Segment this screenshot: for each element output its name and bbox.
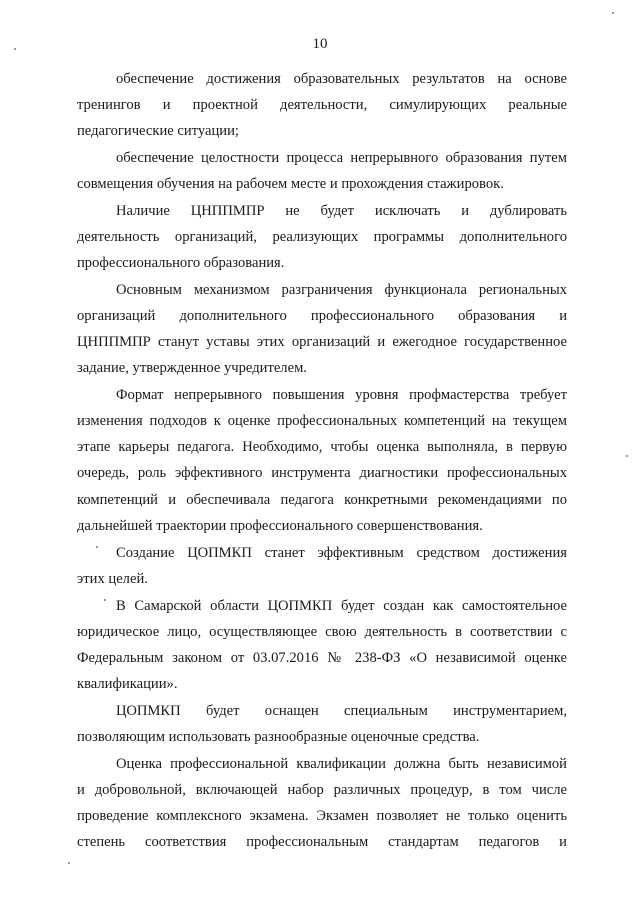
scan-speck: [96, 546, 98, 548]
text-line: степень соответствия профессиональным стандартам педагогов и: [77, 834, 567, 850]
text-line: этапе карьеры педагога. Необходимо, чтобы оценка выполняла, в первую: [77, 439, 567, 455]
text-line: изменения подходов к оценке профессиональных компетенций на текущем: [77, 413, 567, 429]
text-line: В Самарской области ЦОПМКП будет создан как самостоятельное: [116, 598, 567, 614]
text-line: педагогические ситуации;: [77, 123, 239, 139]
text-line: позволяющим использовать разнообразные оценочные средства.: [77, 729, 480, 745]
scan-speck: [68, 862, 70, 864]
scan-speck: [14, 48, 16, 50]
text-line: проведение комплексного экзамена. Экзамен позволяет не только оценить: [77, 808, 567, 824]
text-line: Оценка профессиональной квалификации должна быть независимой: [116, 756, 567, 772]
text-line: юридическое лицо, осуществляющее свою деятельность в соответствии с: [77, 624, 567, 640]
text-line: совмещения обучения на рабочем месте и прохождения стажировок.: [77, 176, 504, 192]
text-line: Наличие ЦНППМПР не будет исключать и дублировать: [116, 203, 567, 219]
text-line: этих целей.: [77, 571, 148, 587]
text-line: очередь, роль эффективного инструмента диагностики профессиональных: [77, 465, 567, 481]
text-line: задание, утвержденное учредителем.: [77, 360, 307, 376]
text-line: деятельность организаций, реализующих программы дополнительного: [77, 229, 567, 245]
text-line: Формат непрерывного повышения уровня профмастерства требует: [116, 387, 567, 403]
text-line: квалификации».: [77, 676, 178, 692]
text-line: ЦОПМКП будет оснащен специальным инструментарием,: [116, 703, 567, 719]
text-line: дальнейшей траектории профессионального совершенствования.: [77, 518, 483, 534]
text-line: тренингов и проектной деятельности, симулирующих реальные: [77, 97, 567, 113]
scan-speck: [626, 455, 628, 457]
text-line: Создание ЦОПМКП станет эффективным средством достижения: [116, 545, 567, 561]
page-number: 10: [312, 36, 328, 52]
text-line: Федеральным законом от 03.07.2016 № 238-ФЗ «О независимой оценке: [77, 650, 567, 666]
scan-speck: [612, 12, 614, 14]
text-line: обеспечение целостности процесса непрерывного образования путем: [116, 150, 567, 166]
text-line: и добровольной, включающей набор различных процедур, в том числе: [77, 782, 567, 798]
text-line: ЦНППМПР станут уставы этих организаций и ежегодное государственное: [77, 334, 567, 350]
text-line: организаций дополнительного профессионального образования и: [77, 308, 567, 324]
text-line: компетенций и обеспечивала педагога конкретными рекомендациями по: [77, 492, 567, 508]
scan-speck: [104, 599, 106, 601]
text-line: обеспечение достижения образовательных результатов на основе: [116, 71, 567, 87]
text-line: Основным механизмом разграничения функционала региональных: [116, 282, 567, 298]
text-line: профессионального образования.: [77, 255, 285, 271]
